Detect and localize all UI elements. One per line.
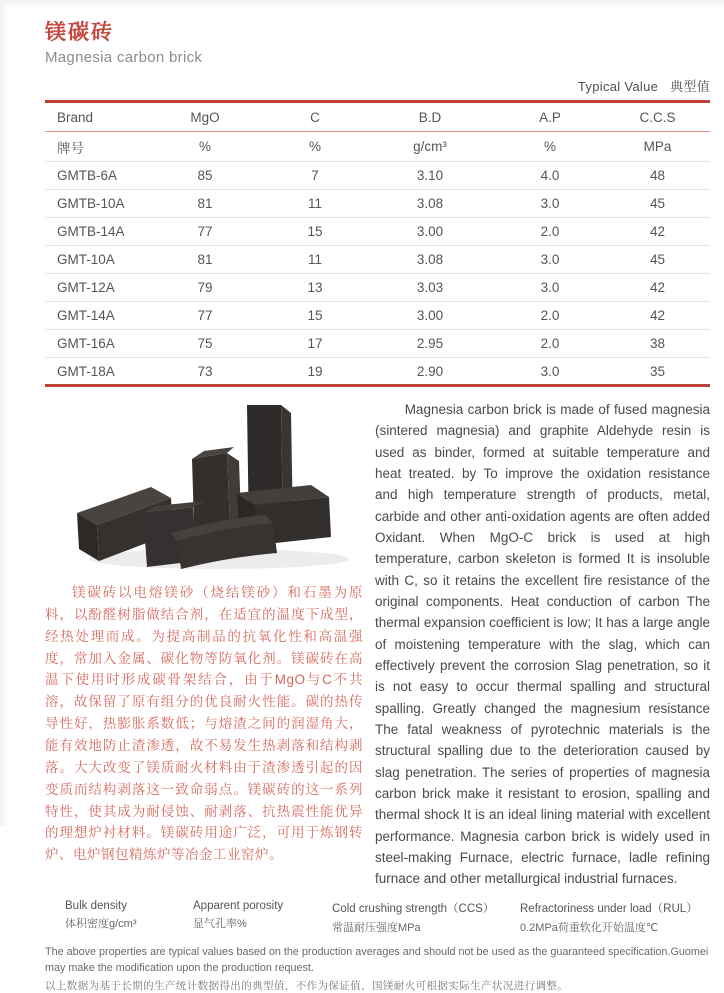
glossary-term-en: Bulk density [65, 899, 128, 912]
table-row [45, 246, 710, 274]
footnote-en: The above properties are typical values based on the production averages and should not be used as the guaranteed specification.Guomei may make the modification upon the production request. [45, 945, 709, 974]
cell-c: 11 [265, 246, 365, 274]
col-header-ap: A.P [539, 109, 561, 125]
cell-ccs: 42 [605, 302, 710, 330]
glossary-item-refractoriness-under-load [520, 900, 724, 935]
typical-value-zh: 典型值 [670, 79, 710, 94]
table-row [45, 358, 710, 386]
cell-bd: 3.08 [365, 190, 495, 218]
table-row [45, 190, 710, 218]
cell-c: 15 [265, 218, 365, 246]
cell-ap: 3.0 [495, 358, 605, 386]
cell-brand: GMTB-14A [45, 218, 145, 246]
cell-brand: GMTB-6A [45, 162, 145, 190]
unit-c: % [265, 132, 365, 162]
glossary-term-en: Cold crushing strength（CCS） [332, 902, 495, 915]
cell-ap: 3.0 [495, 274, 605, 302]
table-row [45, 302, 710, 330]
col-header-brand: Brand [57, 109, 94, 125]
typical-value-label [45, 76, 710, 95]
cell-brand: GMT-18A [45, 358, 145, 386]
cell-mgo: 75 [145, 330, 265, 358]
table-row [45, 218, 710, 246]
cell-brand: GMT-14A [45, 302, 145, 330]
cell-bd: 3.00 [365, 302, 495, 330]
table-row [45, 330, 710, 358]
cell-ccs: 42 [605, 274, 710, 302]
description-zh: 镁碳砖以电熔镁砂（烧结镁砂）和石墨为原料，以酚醛树脂做结合剂，在适宜的温度下成型，经热处理而成。为提高制品的抗氧化性和高温强度，常加入金属、碳化物等防氧化剂。镁碳砖在高温下使用时形成碳骨架结合，由于MgO与C不共溶，故保留了原有组分的优良耐火性能。碳的热传导性好，热膨胀系数低；与熔渣之间的润湿角大，能有效地防止渣渗透，故不易发生热剥落和结构剥落。大大改变了镁质耐火材料由于渣渗透引起的因变质而结构剥落这一致命弱点。镁碳砖的这一系列特性，使其成为耐侵蚀、耐剥落、抗热震性能优异的理想炉衬材料。镁碳砖用途广泛，可用于炼钢转炉、电炉钢包精炼炉等冶金工业窑炉。 [45, 585, 363, 863]
table-header-row [45, 102, 710, 132]
cell-brand: GMTB-10A [45, 190, 145, 218]
cell-ap: 2.0 [495, 330, 605, 358]
cell-ccs: 45 [605, 190, 710, 218]
unit-ap: % [495, 132, 605, 162]
glossary-term-zh: 体积密度g/cm³ [65, 917, 137, 930]
cell-ccs: 35 [605, 358, 710, 386]
cell-ap: 2.0 [495, 302, 605, 330]
glossary-term-zh: 常温耐压强度MPa [332, 921, 421, 934]
table-row [45, 162, 710, 190]
cell-c: 11 [265, 190, 365, 218]
cell-bd: 3.08 [365, 246, 495, 274]
col-header-c: C [310, 109, 320, 125]
page-title-en: Magnesia carbon brick [45, 49, 203, 66]
cell-bd: 2.95 [365, 330, 495, 358]
col-header-ccs: C.C.S [639, 109, 676, 125]
description-en: Magnesia carbon brick is made of fused magnesia (sintered magnesia) and graphite Aldehyde resin is used as binder, formed at suitable temperature and heat treated. by To improve the oxidation resistance and high temperature strength of products, metal, carbide and other anti-oxidation agents are often added Oxidant. When MgO-C brick is used at high temperature, carbon skeleton is formed It is insoluble with C, so it retains the excellent fire resistance of the original components. Heat conduction of carbon The thermal expansion coefficient is low; It has a large angle of moistening temperature with the slag, which can effectively prevent the corrosion Slag penetration, so it is not easy to occur thermal spalling and structural spalling. Greatly changed the magnesium resistance The fatal weakness of pyrotechnic materials is the structural spalling due to the deterioration caused by slag penetration. The series of properties of magnesia carbon brick make it resistant to erosion, spalling and thermal shock It is an ideal lining material with excellent performance. Magnesia carbon brick is widely used in steel-making Furnace, electric furnace, ladle refining furnace and other metallurgical industrial furnaces. [375, 402, 710, 887]
col-header-bd: B.D [418, 109, 442, 125]
cell-mgo: 81 [145, 190, 265, 218]
cell-mgo: 77 [145, 302, 265, 330]
unit-brand: 牌号 [45, 132, 145, 162]
col-header-mgo: MgO [190, 109, 220, 125]
cell-c: 19 [265, 358, 365, 386]
cell-ap: 2.0 [495, 218, 605, 246]
right-column [375, 399, 710, 890]
brick-product-photo [59, 401, 359, 573]
cell-brand: GMT-10A [45, 246, 145, 274]
cell-bd: 3.00 [365, 218, 495, 246]
cell-ccs: 48 [605, 162, 710, 190]
cell-mgo: 81 [145, 246, 265, 274]
description-section [45, 399, 710, 890]
cell-bd: 3.10 [365, 162, 495, 190]
cell-ccs: 45 [605, 246, 710, 274]
unit-ccs: MPa [605, 132, 710, 162]
table-units-row [45, 132, 710, 162]
cell-mgo: 73 [145, 358, 265, 386]
spec-table [45, 100, 710, 387]
cell-mgo: 85 [145, 162, 265, 190]
glossary-term-en: Apparent porosity [193, 899, 284, 912]
typical-value-en: Typical Value [577, 79, 659, 94]
cell-bd: 3.03 [365, 274, 495, 302]
glossary-item-bulk-density [65, 900, 193, 935]
glossary-term-zh: 显气孔率% [193, 917, 247, 930]
cell-ap: 3.0 [495, 190, 605, 218]
cell-brand: GMT-16A [45, 330, 145, 358]
cell-brand: GMT-12A [45, 274, 145, 302]
glossary-item-cold-crushing-strength [332, 900, 520, 935]
footnote-zh: 以上数据为基于长期的生产统计数据得出的典型值，不作为保证值，国镁耐火可根据实际生产状况进行调整。 [45, 979, 569, 992]
cell-ap: 4.0 [495, 162, 605, 190]
cell-c: 7 [265, 162, 365, 190]
cell-ap: 3.0 [495, 246, 605, 274]
cell-mgo: 79 [145, 274, 265, 302]
unit-mgo: % [145, 132, 265, 162]
cell-bd: 2.90 [365, 358, 495, 386]
cell-c: 13 [265, 274, 365, 302]
table-row [45, 274, 710, 302]
glossary-term-en: Refractoriness under load（RUL） [520, 902, 698, 915]
glossary-item-apparent-porosity [193, 900, 332, 935]
left-column [45, 399, 363, 890]
unit-bd: g/cm³ [365, 132, 495, 162]
page-title-zh: 镁碳砖 [45, 21, 114, 44]
footnotes [45, 944, 721, 993]
cell-ccs: 42 [605, 218, 710, 246]
cell-ccs: 38 [605, 330, 710, 358]
cell-c: 15 [265, 302, 365, 330]
cell-mgo: 77 [145, 218, 265, 246]
page-header [45, 16, 710, 66]
glossary-term-zh: 0.2MPa荷重软化开始温度℃ [520, 921, 659, 934]
cell-c: 17 [265, 330, 365, 358]
glossary [45, 900, 724, 935]
